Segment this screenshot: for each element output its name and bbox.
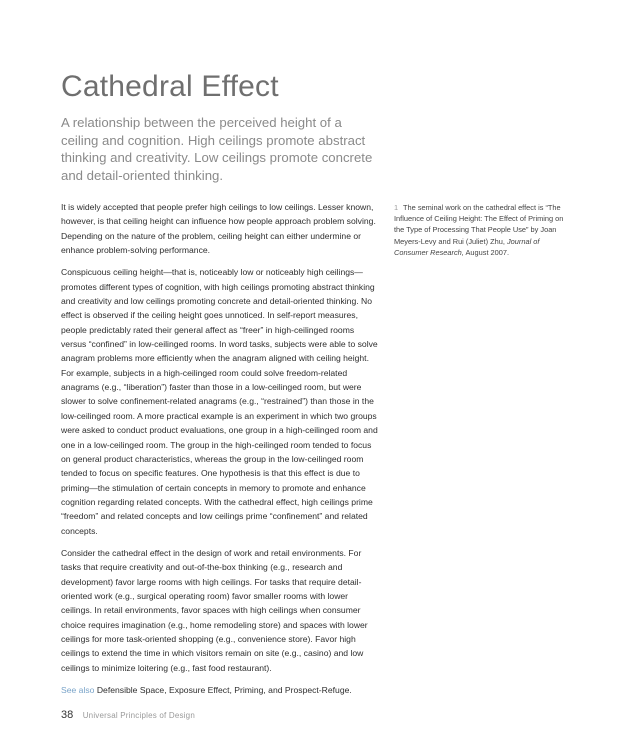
book-title: Universal Principles of Design bbox=[82, 711, 195, 720]
footnote bbox=[394, 202, 574, 258]
footnote-date: August 2007. bbox=[465, 247, 510, 257]
body-paragraph-3: Consider the cathedral effect in the design of work and retail environments. For tasks that require creativity and out-of-the-box thinking (e.g., research and development) favor large rooms with high ceilings. For tasks that require detail-oriented work (e.g., surgical operating room) favor smaller rooms with lower ceilings. In retail environments, favor spaces with high ceilings when consumer choice requires imagination (e.g., home remodeling store) and spaces with lower ceilings for more task-oriented shopping (e.g., convenience store). Favor high ceilings to extend the time in which visitors remain on site (e.g., casino) and low ceilings to minimize loitering (e.g., fast food restaurant). bbox=[61, 547, 368, 673]
page-number: 38 bbox=[61, 709, 74, 721]
body-paragraph-2: Conspicuous ceiling height—that is, noticeably low or noticeably high ceilings—promotes different types of cognition, with high ceilings promoting abstract thinking and creativity and low ceilings promoting concrete and detail-oriented thinking. No effect is observed if the ceiling height goes unnoticed. In self-report measures, people predictably rated their general affect as “freer” in high-ceilinged rooms versus “confined” in low-ceilinged rooms. In word tasks, subjects were able to solve anagram problems more efficiently when the anagram aligned with ceiling height. For example, subjects in a high-ceilinged room could solve freedom-related anagrams (e.g., “liberation”) faster than those in a low-ceilinged room, but were slower to solve confinement-related anagrams (e.g., “restrained”) than those in the low-ceilinged room. A more practical example is an experiment in which two groups were asked to conduct product evaluations, one group in a high-ceilinged room and one in a low-ceilinged room. The group in the high-ceilinged room tended to focus on general product characteristics, whereas the group in the low-ceilinged room tended to focus on specific features. One hypothesis is that this effect is due to priming—the stimulation of certain concepts in memory to promote and enhance cognition regarding related concepts. With the cathedral effect, high ceilings prime “freedom” and related concepts and low ceilings prime “confinement” and related concepts. bbox=[61, 267, 378, 536]
footnote-text: The seminal work on the cathedral effect is “The Influence of Ceiling Height: The Effect of Priming on the Type of Processing That People Use” by Joan Meyers-Levy and Rui (Juliet) Zhu, bbox=[394, 203, 564, 246]
main-text bbox=[61, 200, 379, 705]
see-also-list: Defensible Space, Exposure Effect, Priming, and Prospect-Refuge. bbox=[96, 685, 352, 695]
see-also-label: See also bbox=[61, 685, 95, 695]
page-title: Cathedral Effect bbox=[61, 70, 279, 103]
page-footer bbox=[61, 705, 195, 723]
see-also bbox=[61, 683, 379, 697]
footnote-journal: Journal of Consumer Research, bbox=[394, 236, 540, 257]
page-subtitle: A relationship between the perceived height of a ceiling and cognition. High ceilings promote abstract thinking and creativity. Low ceilings promote concrete and detail-oriented thinking. bbox=[61, 115, 373, 183]
body-paragraph-1: It is widely accepted that people prefer high ceilings to low ceilings. Lesser known, however, is that ceiling height can influence how people approach problem solving. Depending on the nature of the problem, ceiling height can either undermine or enhance problem-solving performance. bbox=[61, 202, 376, 256]
footnote-number: 1 bbox=[394, 203, 399, 212]
